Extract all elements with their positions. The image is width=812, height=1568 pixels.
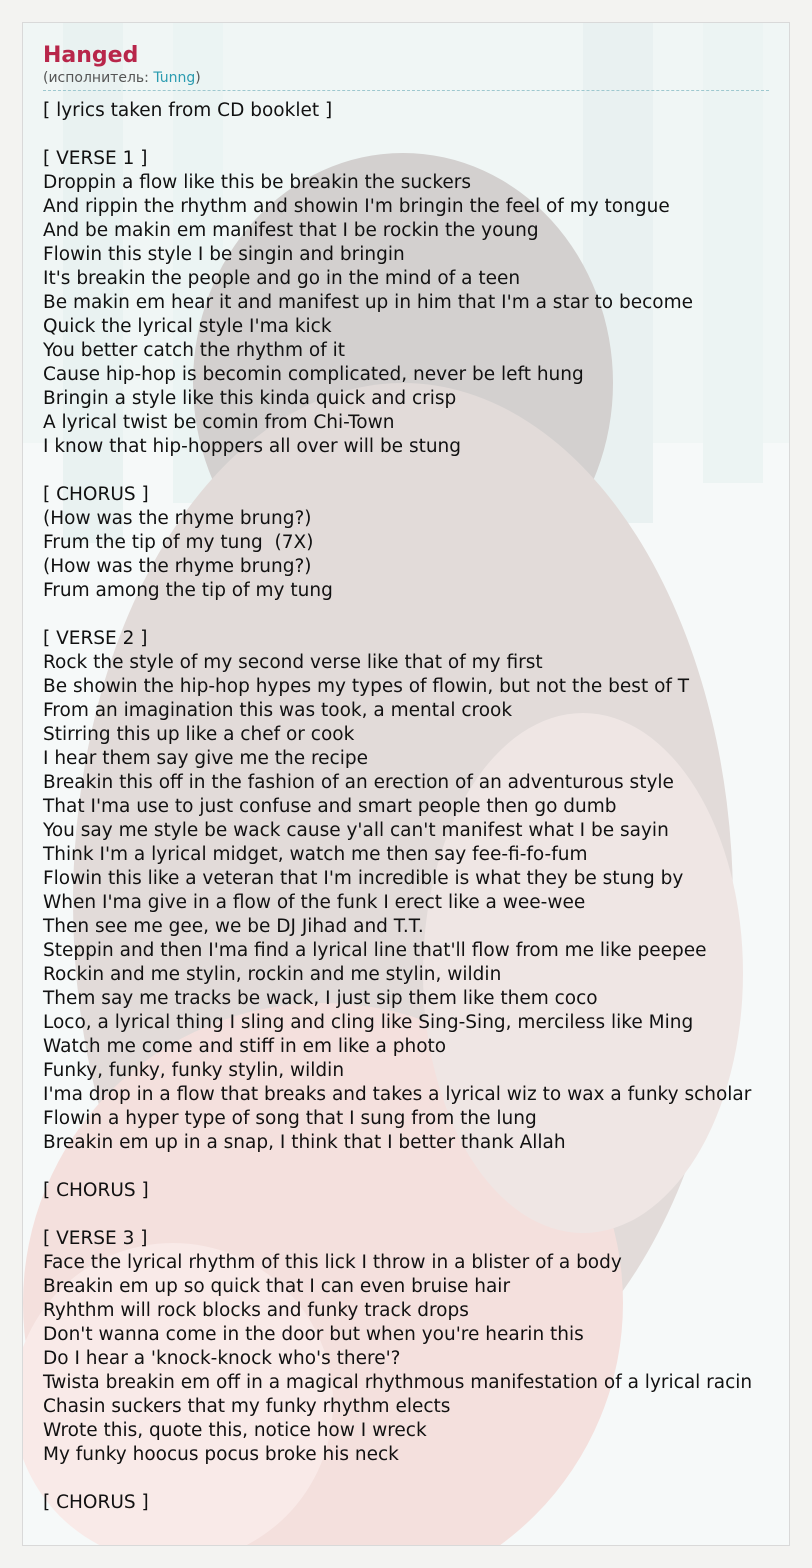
artist-link[interactable]: Tunng <box>153 70 196 86</box>
lyric-line: Loco, a lyrical thing I sling and cling like Sing-Sing, merciless like Ming <box>43 1012 694 1033</box>
lyric-line: Rockin and me stylin, rockin and me stylin, wildin <box>43 964 502 985</box>
lyric-line <box>43 603 790 627</box>
lyric-line: And be makin em manifest that I be rockin the young <box>43 220 539 241</box>
song-header <box>43 43 789 87</box>
lyric-line: Breakin this off in the fashion of an erection of an adventurous style <box>43 772 674 793</box>
lyric-line: Quick the lyrical style I'ma kick <box>43 316 332 337</box>
performer-suffix: ) <box>195 70 201 86</box>
lyric-line: Flowin a hyper type of song that I sung from the lung <box>43 1108 537 1129</box>
header-divider <box>43 90 769 91</box>
lyrics-card <box>22 22 790 1546</box>
lyric-line <box>43 1155 790 1179</box>
lyric-line: Flowin this style I be singin and bringin <box>43 244 405 265</box>
lyric-line: Face the lyrical rhythm of this lick I throw in a blister of a body <box>43 1252 622 1273</box>
lyric-line: Frum the tip of my tung (7X) <box>43 532 314 553</box>
lyric-line: Funky, funky, funky stylin, wildin <box>43 1060 345 1081</box>
lyric-line: Be makin em hear it and manifest up in him that I'm a star to become <box>43 292 693 313</box>
lyric-line: Chasin suckers that my funky rhythm elects <box>43 1396 451 1417</box>
lyric-line: [ CHORUS ] <box>43 1180 149 1201</box>
lyric-line: I know that hip-hoppers all over will be stung <box>43 436 462 457</box>
lyric-line: Twista breakin em off in a magical rhythmous manifestation of a lyrical racin <box>43 1372 753 1393</box>
performer-line <box>43 69 789 87</box>
lyric-line: Droppin a flow like this be breakin the suckers <box>43 172 472 193</box>
lyric-line: Don't wanna come in the door but when you're hearin this <box>43 1324 584 1345</box>
lyric-line: Flowin this like a veteran that I'm incredible is what they be stung by <box>43 868 684 889</box>
performer-prefix: (исполнитель: <box>43 70 154 86</box>
lyric-line <box>43 1203 790 1227</box>
lyric-line: Think I'm a lyrical midget, watch me then say fee-fi-fo-fum <box>43 844 588 865</box>
lyric-line: You better catch the rhythm of it <box>43 340 345 361</box>
lyric-line: From an imagination this was took, a mental crook <box>43 700 513 721</box>
lyric-line: Breakin em up in a snap, I think that I better thank Allah <box>43 1132 566 1153</box>
lyric-line: When I'ma give in a flow of the funk I erect like a wee-wee <box>43 892 586 913</box>
lyric-line: [ CHORUS ] <box>43 484 149 505</box>
lyric-line: Then see me gee, we be DJ Jihad and T.T. <box>43 916 424 937</box>
lyric-line: [ lyrics taken from CD booklet ] <box>43 100 333 121</box>
song-title: Hanged <box>43 43 139 68</box>
lyric-line: Do I hear a 'knock-knock who's there'? <box>43 1348 401 1369</box>
lyric-line: (How was the rhyme brung?) <box>43 556 312 577</box>
lyric-line: [ CHORUS ] <box>43 1492 149 1513</box>
lyric-line: [ VERSE 1 ] <box>43 148 148 169</box>
lyric-line: It's breakin the people and go in the mind of a teen <box>43 268 521 289</box>
lyric-line: Ryhthm will rock blocks and funky track drops <box>43 1300 469 1321</box>
lyric-line: [ VERSE 3 ] <box>43 1228 148 1249</box>
lyric-line: A lyrical twist be comin from Chi-Town <box>43 412 395 433</box>
lyric-line: My funky hoocus pocus broke his neck <box>43 1444 399 1465</box>
lyric-line: That I'ma use to just confuse and smart people then go dumb <box>43 796 617 817</box>
lyric-line: Them say me tracks be wack, I just sip them like them coco <box>43 988 598 1009</box>
lyric-line: (How was the rhyme brung?) <box>43 508 312 529</box>
lyric-line <box>43 1467 790 1491</box>
lyric-line: Breakin em up so quick that I can even bruise hair <box>43 1276 511 1297</box>
lyric-line <box>43 123 790 147</box>
lyric-line: Stirring this up like a chef or cook <box>43 724 355 745</box>
lyric-line: Bringin a style like this kinda quick and crisp <box>43 388 457 409</box>
lyrics-body <box>43 99 790 1515</box>
lyric-line: Wrote this, quote this, notice how I wreck <box>43 1420 427 1441</box>
lyric-line: You say me style be wack cause y'all can't manifest what I be sayin <box>43 820 669 841</box>
lyric-line: Be showin the hip-hop hypes my types of flowin, but not the best of T <box>43 676 690 697</box>
lyric-line: Frum among the tip of my tung <box>43 580 333 601</box>
lyric-line: And rippin the rhythm and showin I'm bringin the feel of my tongue <box>43 196 670 217</box>
lyric-line: [ VERSE 2 ] <box>43 628 148 649</box>
lyric-line: I'ma drop in a flow that breaks and takes a lyrical wiz to wax a funky scholar <box>43 1084 752 1105</box>
lyric-line: Steppin and then I'ma find a lyrical line that'll flow from me like peepee <box>43 940 707 961</box>
lyric-line: I hear them say give me the recipe <box>43 748 368 769</box>
lyric-line: Rock the style of my second verse like that of my first <box>43 652 543 673</box>
lyric-line: Cause hip-hop is becomin complicated, never be left hung <box>43 364 584 385</box>
lyric-line: Watch me come and stiff in em like a photo <box>43 1036 447 1057</box>
lyric-line <box>43 459 790 483</box>
